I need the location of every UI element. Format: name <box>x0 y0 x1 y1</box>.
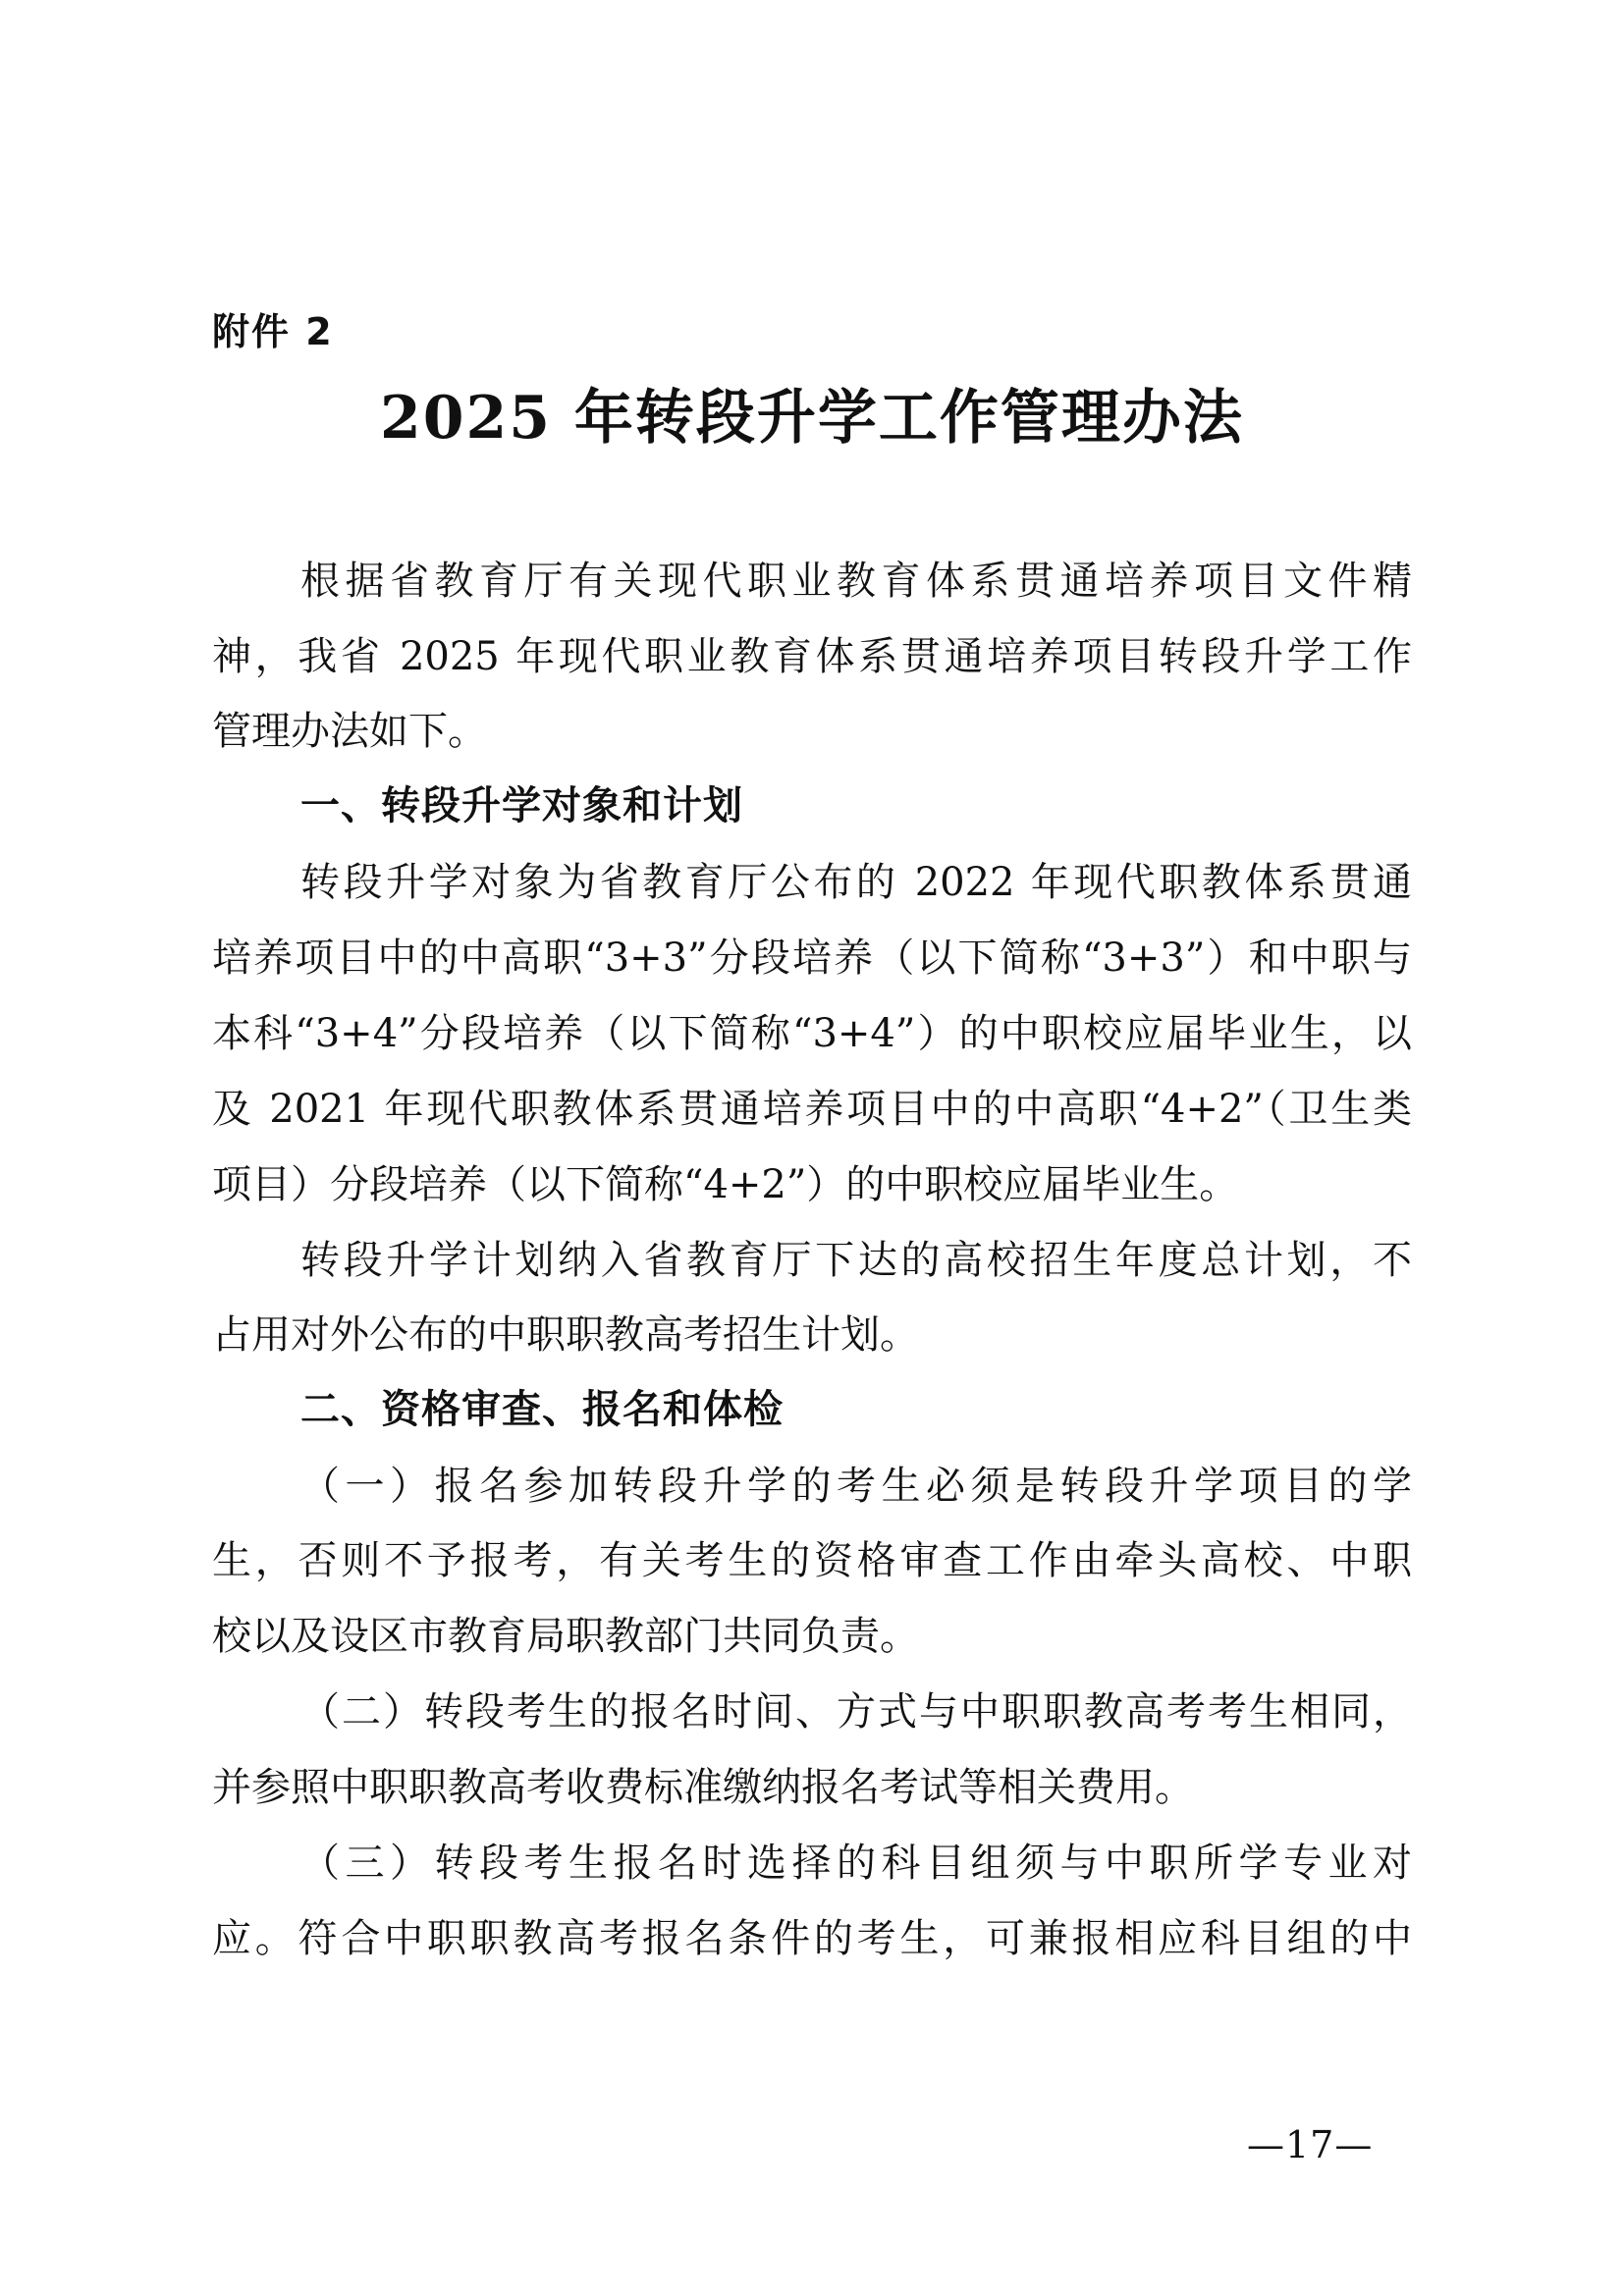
section-2-item-2-line-2: 并参照中职职教高考收费标准缴纳报名考试等相关费用。 <box>212 1765 1194 1810</box>
section-1-paragraph-1-line-5: 项目）分段培养（以下简称“4+2”）的中职校应届毕业生。 <box>212 1162 1239 1207</box>
page-number: —17— <box>1247 2123 1374 2166</box>
section-2-item-1-line-1: （一）报名参加转段升学的考生必须是转段升学项目的学 <box>300 1464 1412 1509</box>
document-title: 2025 年转段升学工作管理办法 <box>380 384 1244 453</box>
section-2-item-2-line-1: （二）转段考生的报名时间、方式与中职职教高考考生相同， <box>300 1689 1412 1735</box>
intro-line-3: 管理办法如下。 <box>212 709 487 754</box>
section-1-paragraph-2-line-1: 转段升学计划纳入省教育厅下达的高校招生年度总计划，不 <box>300 1238 1412 1283</box>
section-1-heading: 一、转段升学对象和计划 <box>300 783 743 828</box>
attachment-label: 附件 2 <box>212 310 334 353</box>
section-2-heading: 二、资格审查、报名和体检 <box>300 1387 784 1432</box>
section-1-paragraph-1-line-2: 培养项目中的中高职“3+3”分段培养（以下简称“3+3”）和中职与 <box>212 935 1412 981</box>
intro-line-2: 神，我省 2025 年现代职业教育体系贯通培养项目转段升学工作 <box>212 634 1412 679</box>
section-2-item-3-line-1: （三）转段考生报名时选择的科目组须与中职所学专业对 <box>300 1841 1412 1886</box>
section-2-item-1-line-2: 生，否则不予报考，有关考生的资格审查工作由牵头高校、中职 <box>212 1538 1412 1583</box>
section-1-paragraph-1-line-4: 及 2021 年现代职教体系贯通培养项目中的中高职“4+2”（卫生类 <box>212 1087 1412 1132</box>
intro-line-1: 根据省教育厅有关现代职业教育体系贯通培养项目文件精 <box>300 559 1412 604</box>
section-2-item-1-line-3: 校以及设区市教育局职教部门共同负责。 <box>212 1614 919 1659</box>
section-2-item-3-line-2: 应。符合中职职教高考报名条件的考生，可兼报相应科目组的中 <box>212 1916 1412 1961</box>
section-1-paragraph-2-line-2: 占用对外公布的中职职教高考招生计划。 <box>212 1312 919 1358</box>
section-1-paragraph-1-line-3: 本科“3+4”分段培养（以下简称“3+4”）的中职校应届毕业生，以 <box>212 1011 1412 1056</box>
section-1-paragraph-1-line-1: 转段升学对象为省教育厅公布的 2022 年现代职教体系贯通 <box>300 860 1412 905</box>
